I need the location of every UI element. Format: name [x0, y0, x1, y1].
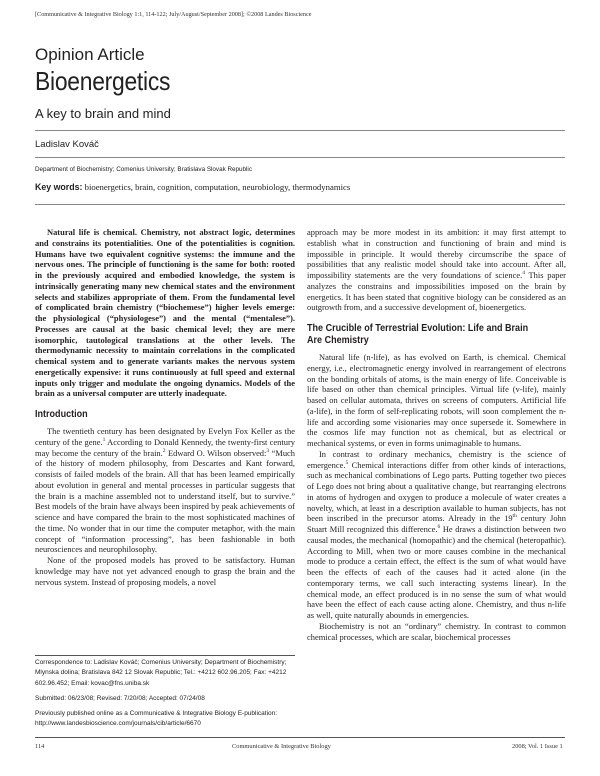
continued-paragraph	[307, 227, 566, 313]
divider	[35, 204, 565, 205]
submission-dates: Submitted: 06/23/08; Revised: 7/20/08; Accepted: 07/24/08	[35, 694, 205, 702]
text-run: Edward O. Wilson observed:	[165, 447, 267, 458]
footer-journal: Communicative & Integrative Biology	[232, 743, 331, 750]
text-run: He draws a distinction between two causal modes, the mechanical (homopathic) and the chemical (heteropathic). According to Mill, when two or more causes combine in the mechanical mode to produce a certain effect, the effect is the sum of what would have been the effects of each of the causes had it acted alone (in the contemporary terms, we call such interacting systems linear). In the chemical mode, an effect produced is in no sense the sum of what would have been the effect of each cause acting alone. Chemistry, and thus n-life as well, quite naturally abounds in emergencies.	[307, 524, 566, 620]
intro-paragraph-1	[35, 426, 295, 555]
citation-ref: 5	[345, 459, 349, 466]
correspondence-address: Correspondence to: Ladislav Kováč; Comenius University; Department of Biochemistry; Mlynska dolina; Bratislava 842 12 Slovak Republic; Tel.: +4212 602.96.205; Fax: +4212 602.96.452; Email: kovac@fns.uniba.sk	[35, 659, 287, 687]
text-run: In contrast to ordinary mechanics, chemistry is the science of emergence.	[307, 448, 566, 470]
body-paragraph	[307, 449, 566, 621]
citation-ref: 1	[102, 436, 106, 443]
keywords-label: Key words:	[35, 182, 83, 192]
article-title: Bioenergetics	[35, 66, 171, 96]
citation-ref: 3	[266, 447, 270, 454]
divider	[35, 130, 565, 131]
intro-paragraph-2: None of the proposed models has proved to be satisfactory. Human knowledge may have not yet advanced enough to grasp the brain and the nervous system. Instead of proposing models, a novel	[35, 555, 295, 587]
author-name: Ladislav Kováč	[35, 139, 99, 150]
heading-line: Are Chemistry	[307, 334, 369, 346]
superscript: th	[512, 513, 517, 520]
body-paragraph: Natural life (n-life), as has evolved on Earth, is chemical. Chemical energy, i.e., electromagnetic energy involved in rearrangement of electrons on the bonding orbitals of atoms, is the main energy of life. Conceivable is life based on other than chemical principles. Virtual life (v-life), mainly based on cellular automata, thrives on screens of computers. Artificial life (a-life), in the form of self-replicating robots, will soon complement the n-life and according some visionaries may once supersede it. Somewhere in the cosmos life may function not as chemical, but as electrical or mechanical systems, or even in forms unimaginable to humans.	[307, 352, 566, 448]
article-category: Opinion Article	[35, 45, 145, 64]
correspondence-box	[35, 658, 295, 730]
text-run: approach may be more modest in its ambition: it may first attempt to establish what in construction and functioning of brain and mind is impossible in principle. It would thereby circumscribe the space of possibilities that any realistic model should take into account. After all, impossibility statements are the very foundations of science.	[307, 227, 566, 280]
abstract: Natural life is chemical. Chemistry, not abstract logic, determines and constrains its potentialities. One of the potentialities is cognition. Humans have two equivalent cognitive systems: the immune and the nervous ones. The principle of functioning is the same for both: rooted in the previously acquired and embodied knowledge, the system is intrinsically generating many new chemical states and the environment selects and stabilizes appropriate of them. From the fundamental level of complicated brain chemistry (“biochemese”) higher levels emerge: the physiological (“physiologese”) and the mental (“mentalese”). Processes are causal at the basic chemical level; they are mere isomorphic, tautological translations at the other levels. The thermodynamic necessity to maintain correlations in the complicated chemical system and to generate variants makes the nervous system energetically expensive: it runs continuously at full speed and external inputs only trigger and modulate the ongoing dynamics. Models of the brain as a universal computer are utterly inadequate.	[35, 227, 295, 399]
author-affiliation: Department of Biochemistry; Comenius University; Bratislava Slovak Republic	[35, 166, 252, 173]
epublication-note: Previously published online as a Communicative & Integrative Biology E-publication: http://www.landesbioscience.com/journals/cib/article/6670	[35, 710, 278, 728]
body-paragraph: Biochemistry is not an “ordinary” chemistry. In contrast to common chemical processes, which are scalar, biochemical processes	[307, 620, 566, 642]
divider	[35, 157, 565, 158]
footer-divider	[35, 737, 565, 738]
text-run: Chemical interactions differ from other kinds of interactions, such as mechanical combinations of Lego parts. Putting together two pieces of Lego does not bring about a qualitative change, but rearranging electrons in atoms of hydrogen and oxygen to produce a molecule of water creates a novelty, which, at least in a description available to human subjects, has not been inscribed in the precursor atoms. Already in the 19	[307, 459, 566, 524]
citation-ref: 2	[162, 447, 166, 454]
citation-ref: 6	[437, 524, 441, 531]
keywords-line	[35, 182, 350, 192]
correspondence-divider	[35, 655, 295, 656]
text-run: century John Stuart Mill recognized this difference.	[307, 513, 566, 534]
section-heading-introduction: Introduction	[35, 408, 88, 420]
section-heading-crucible	[307, 322, 530, 346]
citation-ref: 4	[522, 270, 525, 277]
journal-citation-header: [Communicative & Integrative Biology 1:1, 114-122; July/August/September 2008]; ©2008 Landes Bioscience	[35, 11, 312, 18]
text-run: This paper analyzes the constrains and impossibilities imposed on the brain by energetics. It has been stated that cognitive biology can be considered as an outgrowth from, and a successive development of, bioenergetics.	[307, 270, 566, 313]
keywords-list: bioenergetics, brain, cognition, computation, neurobiology, thermodynamics	[84, 182, 351, 192]
footer-issue: 2008; Vol. 1 Issue 1	[512, 743, 563, 750]
left-column	[35, 227, 295, 587]
text-run: The twentieth century has been designated by Evelyn Fox Keller as the century of the gene.	[35, 426, 295, 447]
page-number: 114	[35, 743, 45, 750]
text-run: According to Donald Kennedy, the twenty-first century may become the century of the brain.	[35, 436, 295, 458]
right-column	[307, 227, 566, 642]
text-run: “Much of the history of modern philosophy, from Descartes and Kant forward, consists of failed models of the brain. All that has been learned empirically about evolution in general and mental processes in particular suggests that the brain is a machine assembled not to understand itself, but to survive.” Best models of the brain have always been inspired by peak achievements of science and have compared the brain to the most sophisticated machines of the time. No wonder that in our time the computer metaphor, with the main concept of “information processing”, has been fashionable in both neurosciences and neurophilosophy.	[35, 447, 296, 555]
heading-line: The Crucible of Terrestrial Evolution: Life and Brain	[307, 322, 529, 334]
article-subtitle: A key to brain and mind	[35, 106, 171, 121]
